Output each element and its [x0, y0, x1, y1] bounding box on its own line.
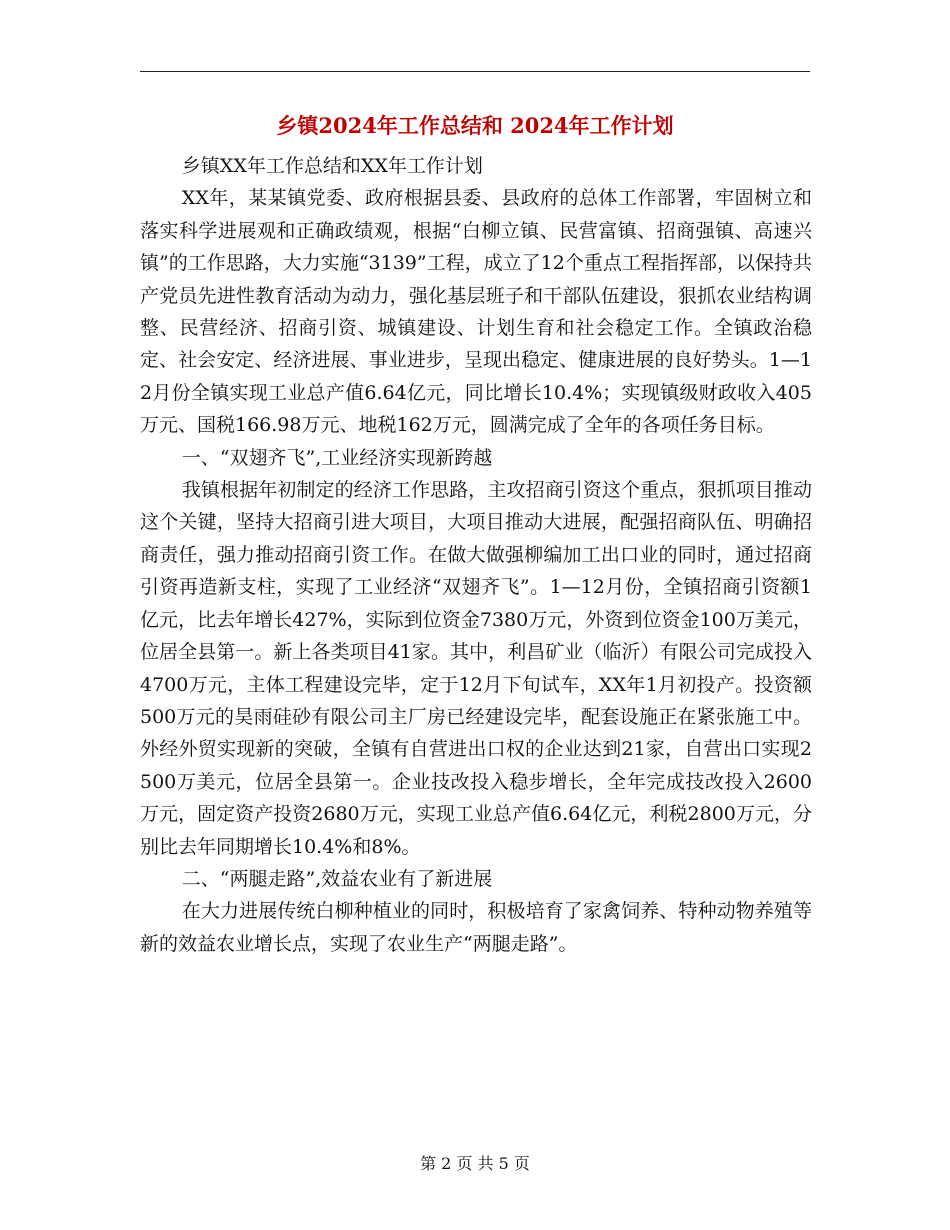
section-heading-agriculture: 二、“两腿走路”,效益农业有了新进展 — [181, 867, 493, 890]
document-body — [140, 150, 812, 960]
header-rule — [140, 71, 810, 72]
page-number: 第 2 页 共 5 页 — [420, 1154, 530, 1173]
agriculture-paragraph: 在大力进展传统白柳种植业的同时，积极培育了家禽饲养、特种动物养殖等新的效益农业增长点，实现了农业生产“两腿走路”。 — [140, 900, 812, 955]
intro-paragraph: XX年，某某镇党委、政府根据县委、县政府的总体工作部署，牢固树立和落实科学进展观和正确政绩观，根据“白柳立镇、民营富镇、招商强镇、高速兴镇”的工作思路，大力实施“3139”工程，成立了12个重点工程指挥部，以保持共产党员先进性教育活动为动力，强化基层班子和干部队伍建设，狠抓农业结构调整、民营经济、招商引资、城镇建设、计划生育和社会稳定工作。全镇政治稳定、社会安定、经济进展、事业进步，呈现出稳定、健康进展的良好势头。1—12月份全镇实现工业总产值6.64亿元，同比增长10.4%；实现镇级财政收入405万元、国税166.98万元、地税162万元，圆满完成了全年的各项任务目标。 — [140, 187, 812, 437]
industry-paragraph: 我镇根据年初制定的经济工作思路，主攻招商引资这个重点，狠抓项目推动这个关键，坚持大招商引进大项目，大项目推动大进展，配强招商队伍、明确招商责任，强力推动招商引资工作。在做大做强柳编加工出口业的同时，通过招商引资再造新支柱，实现了工业经济“双翅齐飞”。1—12月份，全镇招商引资额1亿元，比去年增长427%，实际到位资金7380万元，外资到位资金100万美元，位居全县第一。新上各类项目41家。其中，利昌矿业（临沂）有限公司完成投入4700万元，主体工程建设完毕，定于12月下旬试车，XX年1月初投产。投资额500万元的昊雨硅砂有限公司主厂房已经建设完毕，配套设施正在紧张施工中。外经外贸实现新的突破，全镇有自营进出口权的企业达到21家，自营出口实现2500万美元，位居全县第一。企业技改投入稳步增长，全年完成技改投入2600万元，固定资产投资2680万元，实现工业总产值6.64亿元，利税2800万元，分别比去年同期增长10.4%和8%。 — [140, 479, 812, 858]
document-title: 乡镇2024年工作总结和 2024年工作计划 — [276, 113, 674, 138]
section-heading-industry: 一、“双翅齐飞”,工业经济实现新跨越 — [181, 446, 493, 469]
subtitle-paragraph: 乡镇XX年工作总结和XX年工作计划 — [181, 155, 483, 177]
